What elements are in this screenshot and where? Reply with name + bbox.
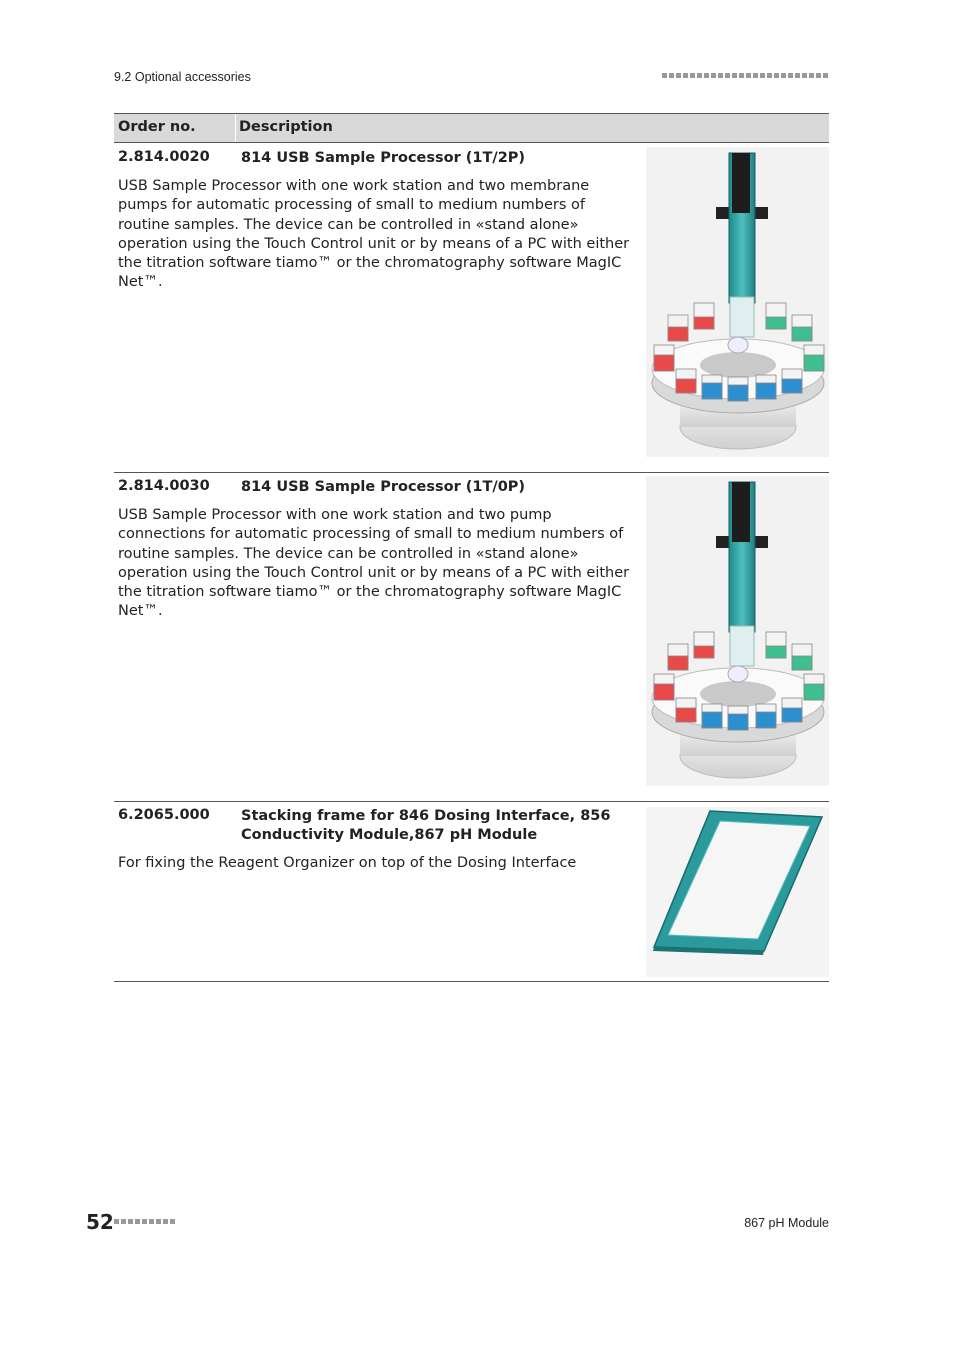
footer-decoration: [114, 1219, 175, 1224]
running-header-section: 9.2 Optional accessories: [114, 70, 251, 84]
order-number: 6.2065.000: [118, 807, 210, 823]
sample-processor-image: [646, 476, 829, 786]
table-row: [114, 144, 829, 473]
document-title: 867 pH Module: [744, 1216, 829, 1230]
sample-processor-image: [646, 147, 829, 457]
item-title: 814 USB Sample Processor (1T/0P): [241, 479, 526, 495]
item-description: For fixing the Reagent Organizer on top of the Dosing Interface: [118, 855, 577, 871]
column-header-description: Description: [239, 119, 333, 135]
order-number: 2.814.0030: [118, 478, 210, 494]
item-description: USB Sample Processor with one work station and two pump connections for automatic processing of small to medium numbers of routine samples. The device can be controlled in «stand alone» operation using the Touch Control unit or by means of a PC with either the titration software tiamo™ or the chromatography software MagIC Net™.: [118, 507, 630, 620]
stacking-frame-image: [646, 807, 829, 977]
item-title: Stacking frame for 846 Dosing Interface, 856 Conductivity Module,867 pH Module: [241, 808, 611, 843]
column-header-order: Order no.: [118, 119, 196, 135]
table-row: [114, 473, 829, 802]
item-title: 814 USB Sample Processor (1T/2P): [241, 150, 526, 166]
table-header: [114, 113, 829, 143]
page-number: 52: [86, 1210, 114, 1234]
table-row: [114, 802, 829, 982]
item-description: USB Sample Processor with one work station and two membrane pumps for automatic processing of small to medium numbers of routine samples. The device can be controlled in «stand alone» operation using the Touch Control unit or by means of a PC with either the titration software tiamo™ or the chromatography software MagIC Net™.: [118, 178, 630, 291]
header-decoration: [662, 73, 828, 78]
order-number: 2.814.0020: [118, 149, 210, 165]
